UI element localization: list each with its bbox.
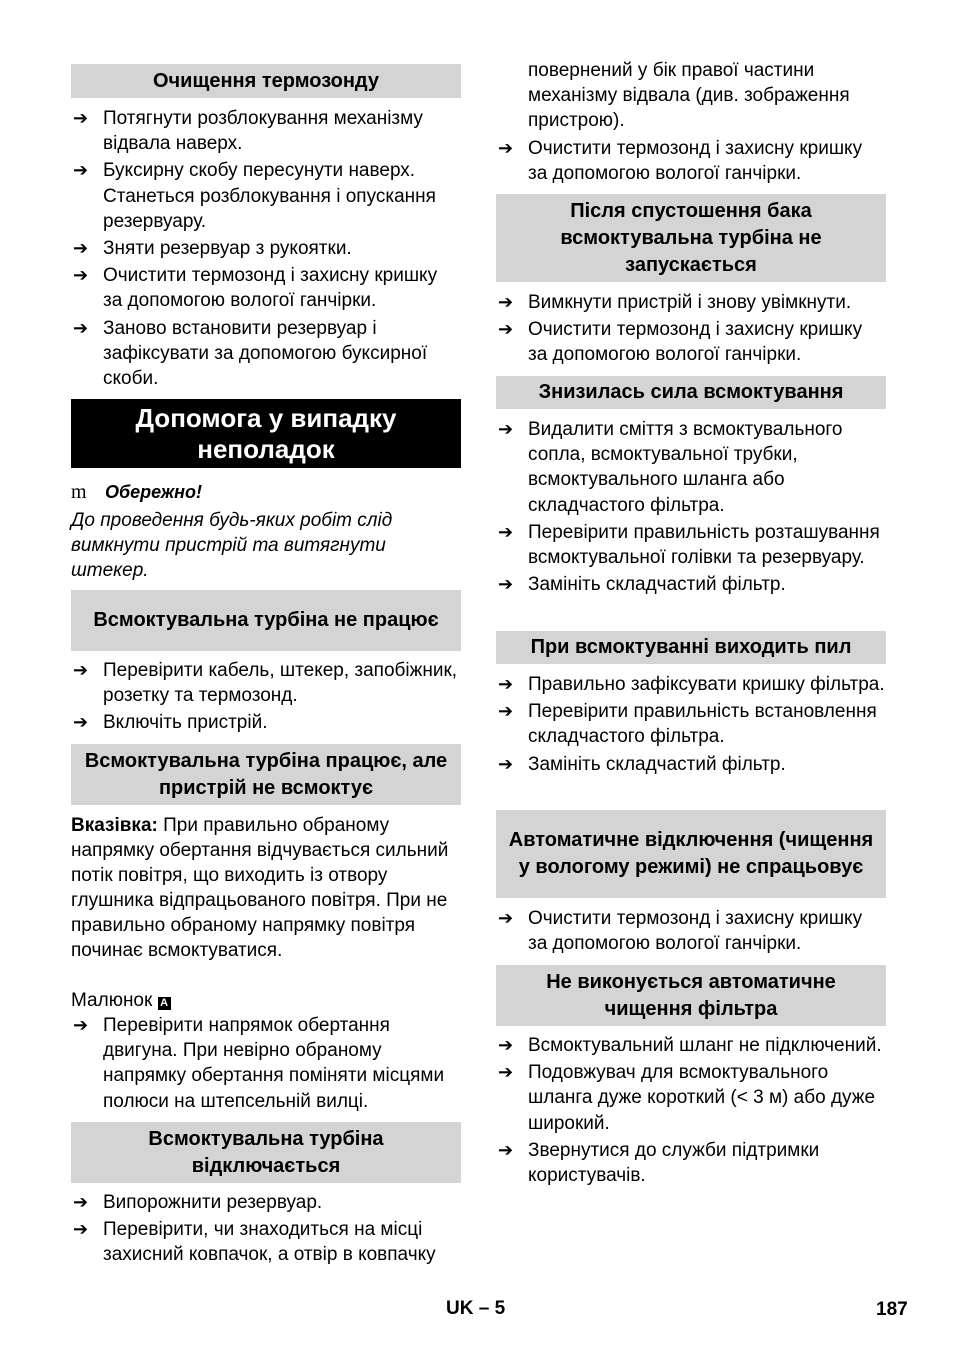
arrow-right-icon: ➔ <box>73 1192 89 1212</box>
figure-a-icon: A <box>158 997 171 1010</box>
list-item-text: Всмоктувальний шланг не підключений. <box>528 1035 882 1056</box>
arrow-right-icon: ➔ <box>73 238 89 259</box>
heading-no-filter-clean: Не виконується автоматичне чищення фільтра <box>496 965 886 1026</box>
arrow-right-icon: ➔ <box>73 1015 89 1035</box>
arrow-right-icon: ➔ <box>73 660 89 680</box>
list-item-text: Очистити термозонд і захисну кришку за допомогою вологої ганчірки. <box>528 138 863 185</box>
list-item-text: Замініть складчастий фільтр. <box>528 753 786 775</box>
reduced-suction-list <box>496 417 886 599</box>
list-item <box>496 1033 886 1058</box>
list-item-text: Очистити термозонд і захисну кришку за допомогою вологої ганчірки. <box>103 265 438 312</box>
caution-line <box>71 480 461 505</box>
list-item <box>71 106 461 156</box>
list-item-text: Видалити сміття з всмоктувального сопла, всмоктувальної трубки, всмоктувального шланга або складчастого фільтра. <box>528 419 843 516</box>
section-title-troubleshooting: Допомога у випадку неполадок <box>71 399 461 468</box>
arrow-right-icon: ➔ <box>498 138 514 158</box>
list-item-text: Перевірити правильність розташування всмоктувальної голівки та резервуару. <box>528 521 880 569</box>
list-item-text: Замініть складчастий фільтр. <box>528 574 786 596</box>
list-item <box>496 1060 886 1136</box>
note-text: При правильно обраному напрямку обертання відчувається сильний потік повітря, що виходить із отвору глушника відпрацьованого повітря. При не правильно обраному напрямку повітря починає всмоктуватися. <box>71 815 449 961</box>
after-empty-list <box>496 290 886 370</box>
dust-list <box>496 672 886 779</box>
list-item-text: Правильно зафіксувати кришку фільтра. <box>528 674 885 695</box>
caution-hand-icon: m <box>71 481 87 503</box>
arrow-right-icon: ➔ <box>498 1062 514 1083</box>
arrow-right-icon: ➔ <box>73 1219 89 1240</box>
heading-dust: При всмоктуванні виходить пил <box>496 631 886 664</box>
list-item-text: Очистити термозонд і захисну кришку за допомогою вологої ганчірки. <box>528 908 863 955</box>
list-item-text: Зняти резервуар з рукоятки. <box>103 238 352 260</box>
list-item <box>496 699 886 749</box>
shutdown-list <box>71 1190 461 1270</box>
list-item-text: Буксирну скобу пересунути наверх. Станеться розблокування і опускання резервуару. <box>103 160 436 232</box>
list-item-text: Перевірити напрямок обертання двигуна. При невірно обраному напрямку обертання поміняти місцями полюси на штепсельній вилці. <box>103 1015 445 1112</box>
list-item-text: Очистити термозонд і захисну кришку за допомогою вологої ганчірки. <box>528 319 863 366</box>
arrow-right-icon: ➔ <box>498 753 514 774</box>
list-item <box>71 1217 461 1267</box>
list-item <box>496 572 886 597</box>
list-item <box>496 1138 886 1188</box>
arrow-right-icon: ➔ <box>498 1139 514 1160</box>
note-paragraph <box>71 813 461 963</box>
heading-clean-thermoprobe: Очищення термозонду <box>71 64 461 98</box>
footer-section-label: UK – 5 <box>446 1298 506 1319</box>
list-item-text: Перевірити, чи знаходиться на місці захисний ковпачок, а отвір в ковпачку <box>103 1219 436 1266</box>
arrow-right-icon: ➔ <box>498 319 514 340</box>
arrow-right-icon: ➔ <box>498 521 514 542</box>
list-item-text: Перевірити кабель, штекер, запобіжник, розетку та термозонд. <box>103 660 458 707</box>
list-item <box>71 1190 461 1215</box>
list-item <box>496 520 886 570</box>
list-item <box>71 1013 461 1114</box>
auto-shutoff-list <box>496 906 886 958</box>
continuation-list <box>496 136 886 188</box>
list-item-text: Потягнути розблокування механізму відвала наверх. <box>103 108 423 155</box>
footer-page-number: 187 <box>876 1299 908 1320</box>
note-label: Вказівка: <box>71 815 158 836</box>
caution-label: Обережно! <box>105 482 203 502</box>
arrow-right-icon: ➔ <box>73 160 89 181</box>
arrow-right-icon: ➔ <box>498 674 514 694</box>
heading-turbine-shutdown: Всмоктувальна турбіна відключається <box>71 1122 461 1183</box>
list-item <box>71 236 461 261</box>
list-item <box>496 417 886 518</box>
list-item <box>496 136 886 186</box>
arrow-right-icon: ➔ <box>73 265 89 286</box>
arrow-right-icon: ➔ <box>73 108 89 128</box>
heading-reduced-suction: Знизилась сила всмоктування <box>496 376 886 409</box>
list-item-text: Подовжувач для всмоктувального шланга дуже короткий (< 3 м) або дуже широкий. <box>528 1062 876 1134</box>
caution-text: До проведення будь-яких робіт слід вимкнути пристрій та витягнути штекер. <box>71 510 393 581</box>
arrow-right-icon: ➔ <box>498 1035 514 1055</box>
heading-after-empty: Після спустошення бака всмоктувальна турбіна не запускається <box>496 194 886 282</box>
list-item <box>496 317 886 367</box>
list-item <box>71 158 461 234</box>
no-suction-list <box>71 1013 461 1116</box>
arrow-right-icon: ➔ <box>498 908 514 928</box>
arrow-right-icon: ➔ <box>498 292 514 312</box>
arrow-right-icon: ➔ <box>73 712 89 733</box>
list-item <box>71 658 461 708</box>
no-filter-clean-list <box>496 1033 886 1190</box>
heading-turbine-not-working: Всмоктувальна турбіна не працює <box>71 590 461 651</box>
list-item-text: Випорожнити резервуар. <box>103 1192 323 1213</box>
figure-label: Малюнок <box>71 990 153 1011</box>
arrow-right-icon: ➔ <box>498 574 514 595</box>
arrow-right-icon: ➔ <box>73 317 89 338</box>
list-item <box>496 752 886 777</box>
heading-auto-shutoff: Автоматичне відключення (чищення у вологому режимі) не спрацьовує <box>496 810 886 898</box>
list-item <box>71 710 461 735</box>
thermoprobe-list <box>71 106 461 393</box>
list-item <box>496 290 886 315</box>
turbine-off-list <box>71 658 461 738</box>
heading-turbine-no-suction: Всмоктувальна турбіна працює, але пристрій не всмоктує <box>71 744 461 805</box>
list-item-text: Звернутися до служби підтримки користувачів. <box>528 1139 820 1187</box>
continuation-text: повернений у бік правої частини механізму відвала (див. зображення пристрою). <box>528 60 850 131</box>
list-item-text: Заново встановити резервуар і зафіксувати за допомогою буксирної скоби. <box>103 317 428 390</box>
list-item-text: Вимкнути пристрій і знову увімкнути. <box>528 292 852 313</box>
arrow-right-icon: ➔ <box>498 419 514 439</box>
list-item <box>71 263 461 313</box>
list-item <box>496 672 886 697</box>
list-item-text: Включіть пристрій. <box>103 712 268 734</box>
list-item <box>496 906 886 956</box>
arrow-right-icon: ➔ <box>498 701 514 722</box>
figure-ref-line <box>71 988 461 1013</box>
list-item <box>71 316 461 392</box>
list-item-text: Перевірити правильність встановлення складчастого фільтра. <box>528 701 877 748</box>
